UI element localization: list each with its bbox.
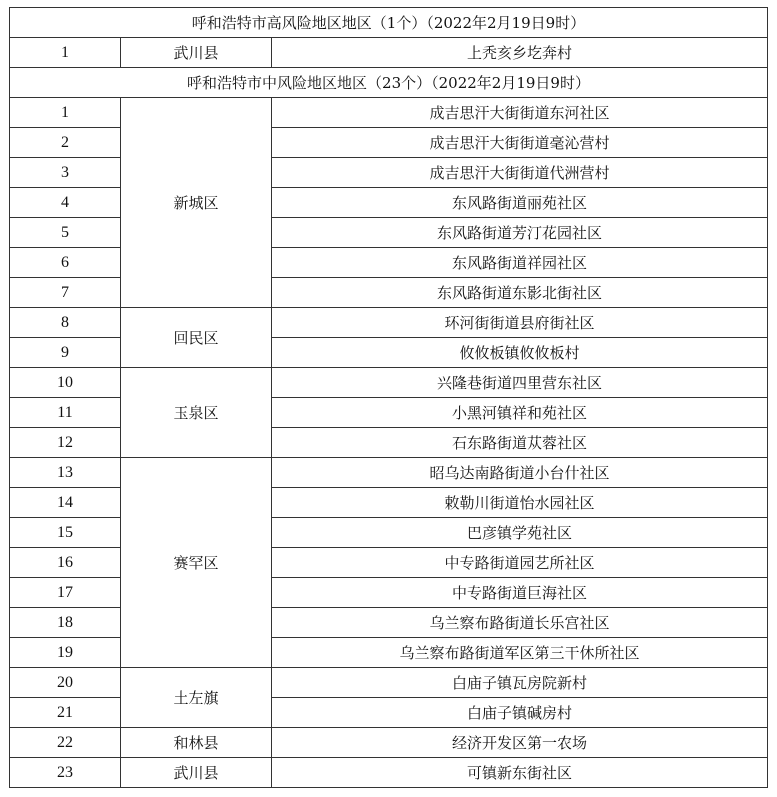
row-number: 4 <box>10 188 121 218</box>
medium-risk-header-row <box>10 68 768 98</box>
row-number: 5 <box>10 218 121 248</box>
place-cell: 可镇新东街社区 <box>272 758 768 788</box>
row-number: 20 <box>10 668 121 698</box>
row-number: 17 <box>10 578 121 608</box>
row-number: 16 <box>10 548 121 578</box>
row-number: 1 <box>10 98 121 128</box>
place-cell: 经济开发区第一农场 <box>272 728 768 758</box>
district-cell: 武川县 <box>121 38 272 68</box>
row-number: 10 <box>10 368 121 398</box>
district-cell: 赛罕区 <box>121 458 272 668</box>
district-cell: 土左旗 <box>121 668 272 728</box>
place-cell: 成吉思汗大街街道东河社区 <box>272 98 768 128</box>
row-number: 6 <box>10 248 121 278</box>
medium-risk-row <box>10 98 768 128</box>
place-cell: 成吉思汗大街街道代洲营村 <box>272 158 768 188</box>
row-number: 2 <box>10 128 121 158</box>
medium-risk-row <box>10 728 768 758</box>
row-number: 23 <box>10 758 121 788</box>
row-number: 18 <box>10 608 121 638</box>
medium-risk-row <box>10 308 768 338</box>
place-cell: 石东路街道苁蓉社区 <box>272 428 768 458</box>
place-cell: 东风路街道丽苑社区 <box>272 188 768 218</box>
place-cell: 东风路街道祥园社区 <box>272 248 768 278</box>
place-cell: 巴彦镇学苑社区 <box>272 518 768 548</box>
place-cell: 上秃亥乡圪奔村 <box>272 38 768 68</box>
row-number: 8 <box>10 308 121 338</box>
place-cell: 白庙子镇瓦房院新村 <box>272 668 768 698</box>
district-cell: 新城区 <box>121 98 272 308</box>
row-number: 12 <box>10 428 121 458</box>
row-number: 22 <box>10 728 121 758</box>
district-cell: 玉泉区 <box>121 368 272 458</box>
risk-area-table <box>9 7 768 788</box>
place-cell: 昭乌达南路街道小台什社区 <box>272 458 768 488</box>
district-cell: 回民区 <box>121 308 272 368</box>
row-number: 15 <box>10 518 121 548</box>
place-cell: 中专路街道园艺所社区 <box>272 548 768 578</box>
medium-risk-row <box>10 458 768 488</box>
place-cell: 中专路街道巨海社区 <box>272 578 768 608</box>
row-number: 11 <box>10 398 121 428</box>
row-number: 19 <box>10 638 121 668</box>
row-number: 1 <box>10 38 121 68</box>
medium-risk-row <box>10 668 768 698</box>
place-cell: 环河街街道县府街社区 <box>272 308 768 338</box>
place-cell: 成吉思汗大街街道毫沁营村 <box>272 128 768 158</box>
medium-risk-row <box>10 758 768 788</box>
row-number: 9 <box>10 338 121 368</box>
place-cell: 乌兰察布路街道军区第三干休所社区 <box>272 638 768 668</box>
high-risk-title: 呼和浩特市高风险地区地区（1个）（2022年2月19日9时） <box>10 8 768 38</box>
district-cell: 武川县 <box>121 758 272 788</box>
place-cell: 攸攸板镇攸攸板村 <box>272 338 768 368</box>
risk-area-table-body <box>10 8 768 788</box>
district-cell: 和林县 <box>121 728 272 758</box>
row-number: 3 <box>10 158 121 188</box>
place-cell: 白庙子镇碱房村 <box>272 698 768 728</box>
medium-risk-row <box>10 368 768 398</box>
row-number: 13 <box>10 458 121 488</box>
place-cell: 东风路街道芳汀花园社区 <box>272 218 768 248</box>
row-number: 21 <box>10 698 121 728</box>
high-risk-header-row <box>10 8 768 38</box>
place-cell: 乌兰察布路街道长乐宫社区 <box>272 608 768 638</box>
place-cell: 小黑河镇祥和苑社区 <box>272 398 768 428</box>
row-number: 7 <box>10 278 121 308</box>
medium-risk-title: 呼和浩特市中风险地区地区（23个）（2022年2月19日9时） <box>10 68 768 98</box>
row-number: 14 <box>10 488 121 518</box>
high-risk-row <box>10 38 768 68</box>
place-cell: 东风路街道东影北街社区 <box>272 278 768 308</box>
place-cell: 敕勒川街道怡水园社区 <box>272 488 768 518</box>
place-cell: 兴隆巷街道四里营东社区 <box>272 368 768 398</box>
